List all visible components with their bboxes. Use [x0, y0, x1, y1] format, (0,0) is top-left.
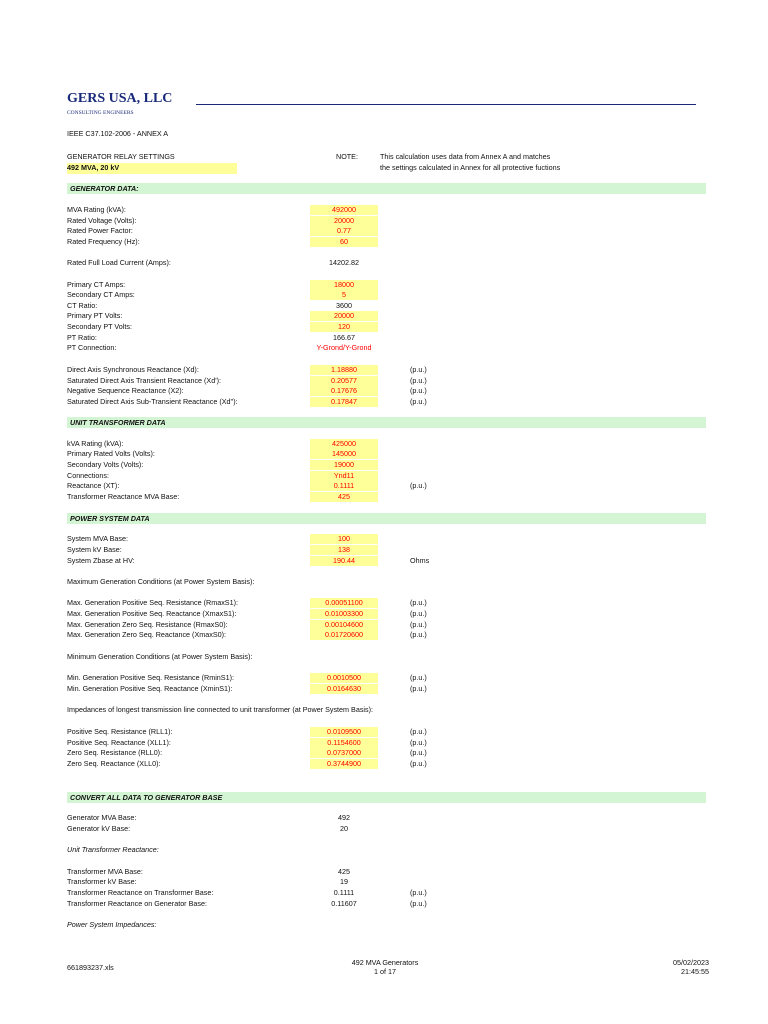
- max-gen-unit: (p.u.): [410, 630, 427, 639]
- ct-pt-label: CT Ratio:: [67, 301, 98, 310]
- ct-pt-label: PT Connection:: [67, 343, 117, 352]
- min-gen-label: Min. Generation Positive Seq. Reactance (XminS1):: [67, 684, 233, 693]
- section-power-system: POWER SYSTEM DATA: [67, 513, 706, 524]
- footer-page-number: 1 of 17: [374, 967, 396, 976]
- longest-line-value[interactable]: 0.0109500: [310, 727, 378, 737]
- longest-line-label: Positive Seq. Resistance (RLL1):: [67, 727, 173, 736]
- min-gen-unit: (p.u.): [410, 684, 427, 693]
- ct-pt-label: Secondary PT Volts:: [67, 322, 132, 331]
- section-unit-transformer: UNIT TRANSFORMER DATA: [67, 417, 706, 428]
- ct-pt-value[interactable]: 18000: [310, 280, 378, 290]
- reactance-unit: (p.u.): [410, 376, 427, 385]
- reactance-unit: (p.u.): [410, 386, 427, 395]
- gen-label: Rated Frequency (Hz):: [67, 237, 140, 246]
- system-label: System MVA Base:: [67, 534, 128, 543]
- note-line-1: This calculation uses data from Annex A and matches: [380, 152, 551, 161]
- note-line-2: the settings calculated in Annex for all protective fuctions: [380, 163, 561, 172]
- min-gen-title: Minimum Generation Conditions (at Power System Basis):: [67, 652, 253, 661]
- ct-pt-value[interactable]: 20000: [310, 311, 378, 321]
- standard-reference: IEEE C37.102-2006 - ANNEX A: [67, 129, 169, 138]
- max-gen-value[interactable]: 0.01720600: [310, 630, 378, 640]
- transformer-value[interactable]: 425: [310, 492, 378, 502]
- ct-pt-value[interactable]: Y-Grond/Y-Grond: [316, 343, 372, 352]
- reactance-label: Negative Sequence Reactance (X2):: [67, 386, 184, 395]
- longest-line-value[interactable]: 0.1154600: [310, 738, 378, 748]
- transformer-value[interactable]: 425000: [310, 439, 378, 449]
- max-gen-value[interactable]: 0.00051100: [310, 598, 378, 608]
- max-gen-unit: (p.u.): [410, 609, 427, 618]
- min-gen-unit: (p.u.): [410, 673, 427, 682]
- gen-base-label: Generator MVA Base:: [67, 813, 137, 822]
- longest-line-unit: (p.u.): [410, 738, 427, 747]
- transformer-label: Reactance (XT):: [67, 481, 120, 490]
- max-gen-label: Max. Generation Positive Seq. Reactance (XmaxS1):: [67, 609, 237, 618]
- reactance-unit: (p.u.): [410, 397, 427, 406]
- max-gen-label: Max. Generation Zero Seq. Resistance (RmaxS0):: [67, 620, 228, 629]
- full-load-value: 14202.82: [329, 258, 359, 267]
- transformer-value[interactable]: 145000: [310, 449, 378, 459]
- ct-pt-label: Primary PT Volts:: [67, 311, 123, 320]
- system-label: System kV Base:: [67, 545, 122, 554]
- transformer-value[interactable]: Ynd11: [310, 471, 378, 481]
- transformer-label: Transformer Reactance MVA Base:: [67, 492, 180, 501]
- gen-label: Rated Power Factor:: [67, 226, 133, 235]
- ct-pt-label: PT Ratio:: [67, 333, 97, 342]
- min-gen-value[interactable]: 0.0010500: [310, 673, 378, 683]
- ut-reactance-value: 0.1111: [333, 888, 355, 897]
- ut-reactance-unit: (p.u.): [410, 888, 427, 897]
- full-load-label: Rated Full Load Current (Amps):: [67, 258, 171, 267]
- transformer-value[interactable]: 19000: [310, 460, 378, 470]
- reactance-value[interactable]: 0.20577: [310, 376, 378, 386]
- ct-pt-label: Secondary CT Amps:: [67, 290, 135, 299]
- reactance-value[interactable]: 0.17847: [310, 397, 378, 407]
- gen-value[interactable]: 60: [310, 237, 378, 247]
- longest-line-unit: (p.u.): [410, 759, 427, 768]
- max-gen-label: Max. Generation Positive Seq. Resistance (RmaxS1):: [67, 598, 238, 607]
- longest-line-label: Zero Seq. Resistance (RLL0):: [67, 748, 163, 757]
- ut-reactance-value: 0.11607: [331, 899, 357, 908]
- ct-pt-value[interactable]: 5: [310, 290, 378, 300]
- gen-label: MVA Rating (kVA):: [67, 205, 126, 214]
- transformer-value[interactable]: 0.1111: [310, 481, 378, 491]
- max-gen-unit: (p.u.): [410, 598, 427, 607]
- min-gen-value[interactable]: 0.0164630: [310, 684, 378, 694]
- system-label: System Zbase at HV:: [67, 556, 135, 565]
- reactance-value[interactable]: 1.18880: [310, 365, 378, 375]
- gen-label: Rated Voltage (Volts):: [67, 216, 137, 225]
- transformer-label: Primary Rated Volts (Volts):: [67, 449, 155, 458]
- ut-reactance-unit: (p.u.): [410, 899, 427, 908]
- max-gen-value[interactable]: 0.01003300: [310, 609, 378, 619]
- gen-value[interactable]: 0.77: [310, 226, 378, 236]
- ut-reactance-label: Transformer MVA Base:: [67, 867, 143, 876]
- document-title: GENERATOR RELAY SETTINGS: [67, 152, 175, 161]
- footer-filename: 661893237.xls: [67, 963, 114, 972]
- ut-reactance-label: Transformer kV Base:: [67, 877, 137, 886]
- longest-line-title: Impedances of longest transmission line connected to unit transformer (at Power System Basis):: [67, 705, 374, 714]
- system-value[interactable]: 100: [310, 534, 378, 544]
- reactance-label: Saturated Direct Axis Sub-Transient Reactance (Xd''):: [67, 397, 238, 406]
- min-gen-label: Min. Generation Positive Seq. Resistance (RminS1):: [67, 673, 234, 682]
- footer-time: 21:45:55: [681, 967, 709, 976]
- section-convert: CONVERT ALL DATA TO GENERATOR BASE: [67, 792, 706, 803]
- longest-line-unit: (p.u.): [410, 727, 427, 736]
- ct-pt-value: 3600: [336, 301, 352, 310]
- ut-reactance-value: 19: [340, 877, 348, 886]
- longest-line-value[interactable]: 0.0737000: [310, 748, 378, 758]
- footer-sheet-name: 492 MVA Generators: [351, 958, 419, 967]
- gen-value[interactable]: 492000: [310, 205, 378, 215]
- longest-line-value[interactable]: 0.3744900: [310, 759, 378, 769]
- header-rule: [196, 104, 696, 105]
- gen-base-value: 492: [338, 813, 350, 822]
- ps-impedances-title: Power System Impedances:: [67, 920, 157, 929]
- ct-pt-value: 166.67: [333, 333, 355, 342]
- footer-date: 05/02/2023: [673, 958, 709, 967]
- max-gen-label: Max. Generation Zero Seq. Reactance (XmaxS0):: [67, 630, 226, 639]
- max-gen-title: Maximum Generation Conditions (at Power System Basis):: [67, 577, 255, 586]
- max-gen-value[interactable]: 0.00104600: [310, 620, 378, 630]
- company-tagline: CONSULTING ENGINEERS: [67, 110, 134, 116]
- system-value[interactable]: 190.44: [310, 556, 378, 566]
- ct-pt-value[interactable]: 120: [310, 322, 378, 332]
- rating-text: 492 MVA, 20 kV: [67, 163, 120, 172]
- transformer-label: Secondary Volts (Volts):: [67, 460, 144, 469]
- gen-base-label: Generator kV Base:: [67, 824, 131, 833]
- company-name: GERS USA, LLC: [67, 91, 173, 106]
- ct-pt-label: Primary CT Amps:: [67, 280, 126, 289]
- gen-base-value: 20: [340, 824, 348, 833]
- transformer-unit: (p.u.): [410, 481, 427, 490]
- gen-value[interactable]: 20000: [310, 216, 378, 226]
- ut-reactance-label: Transformer Reactance on Generator Base:: [67, 899, 207, 908]
- ut-reactance-value: 425: [338, 867, 350, 876]
- section-generator-data: GENERATOR DATA:: [67, 183, 706, 194]
- system-value[interactable]: 138: [310, 545, 378, 555]
- ut-reactance-label: Transformer Reactance on Transformer Base:: [67, 888, 214, 897]
- reactance-unit: (p.u.): [410, 365, 427, 374]
- system-unit: Ohms: [410, 556, 430, 565]
- note-label: NOTE:: [336, 152, 358, 161]
- ut-reactance-title: Unit Transformer Reactance:: [67, 845, 159, 854]
- max-gen-unit: (p.u.): [410, 620, 427, 629]
- reactance-label: Saturated Direct Axis Transient Reactance (Xd'):: [67, 376, 221, 385]
- transformer-label: kVA Rating (kVA):: [67, 439, 124, 448]
- longest-line-label: Zero Seq. Reactance (XLL0):: [67, 759, 161, 768]
- longest-line-unit: (p.u.): [410, 748, 427, 757]
- reactance-label: Direct Axis Synchronous Reactance (Xd):: [67, 365, 199, 374]
- reactance-value[interactable]: 0.17676: [310, 386, 378, 396]
- transformer-label: Connections:: [67, 471, 109, 480]
- longest-line-label: Positive Seq. Reactance (XLL1):: [67, 738, 171, 747]
